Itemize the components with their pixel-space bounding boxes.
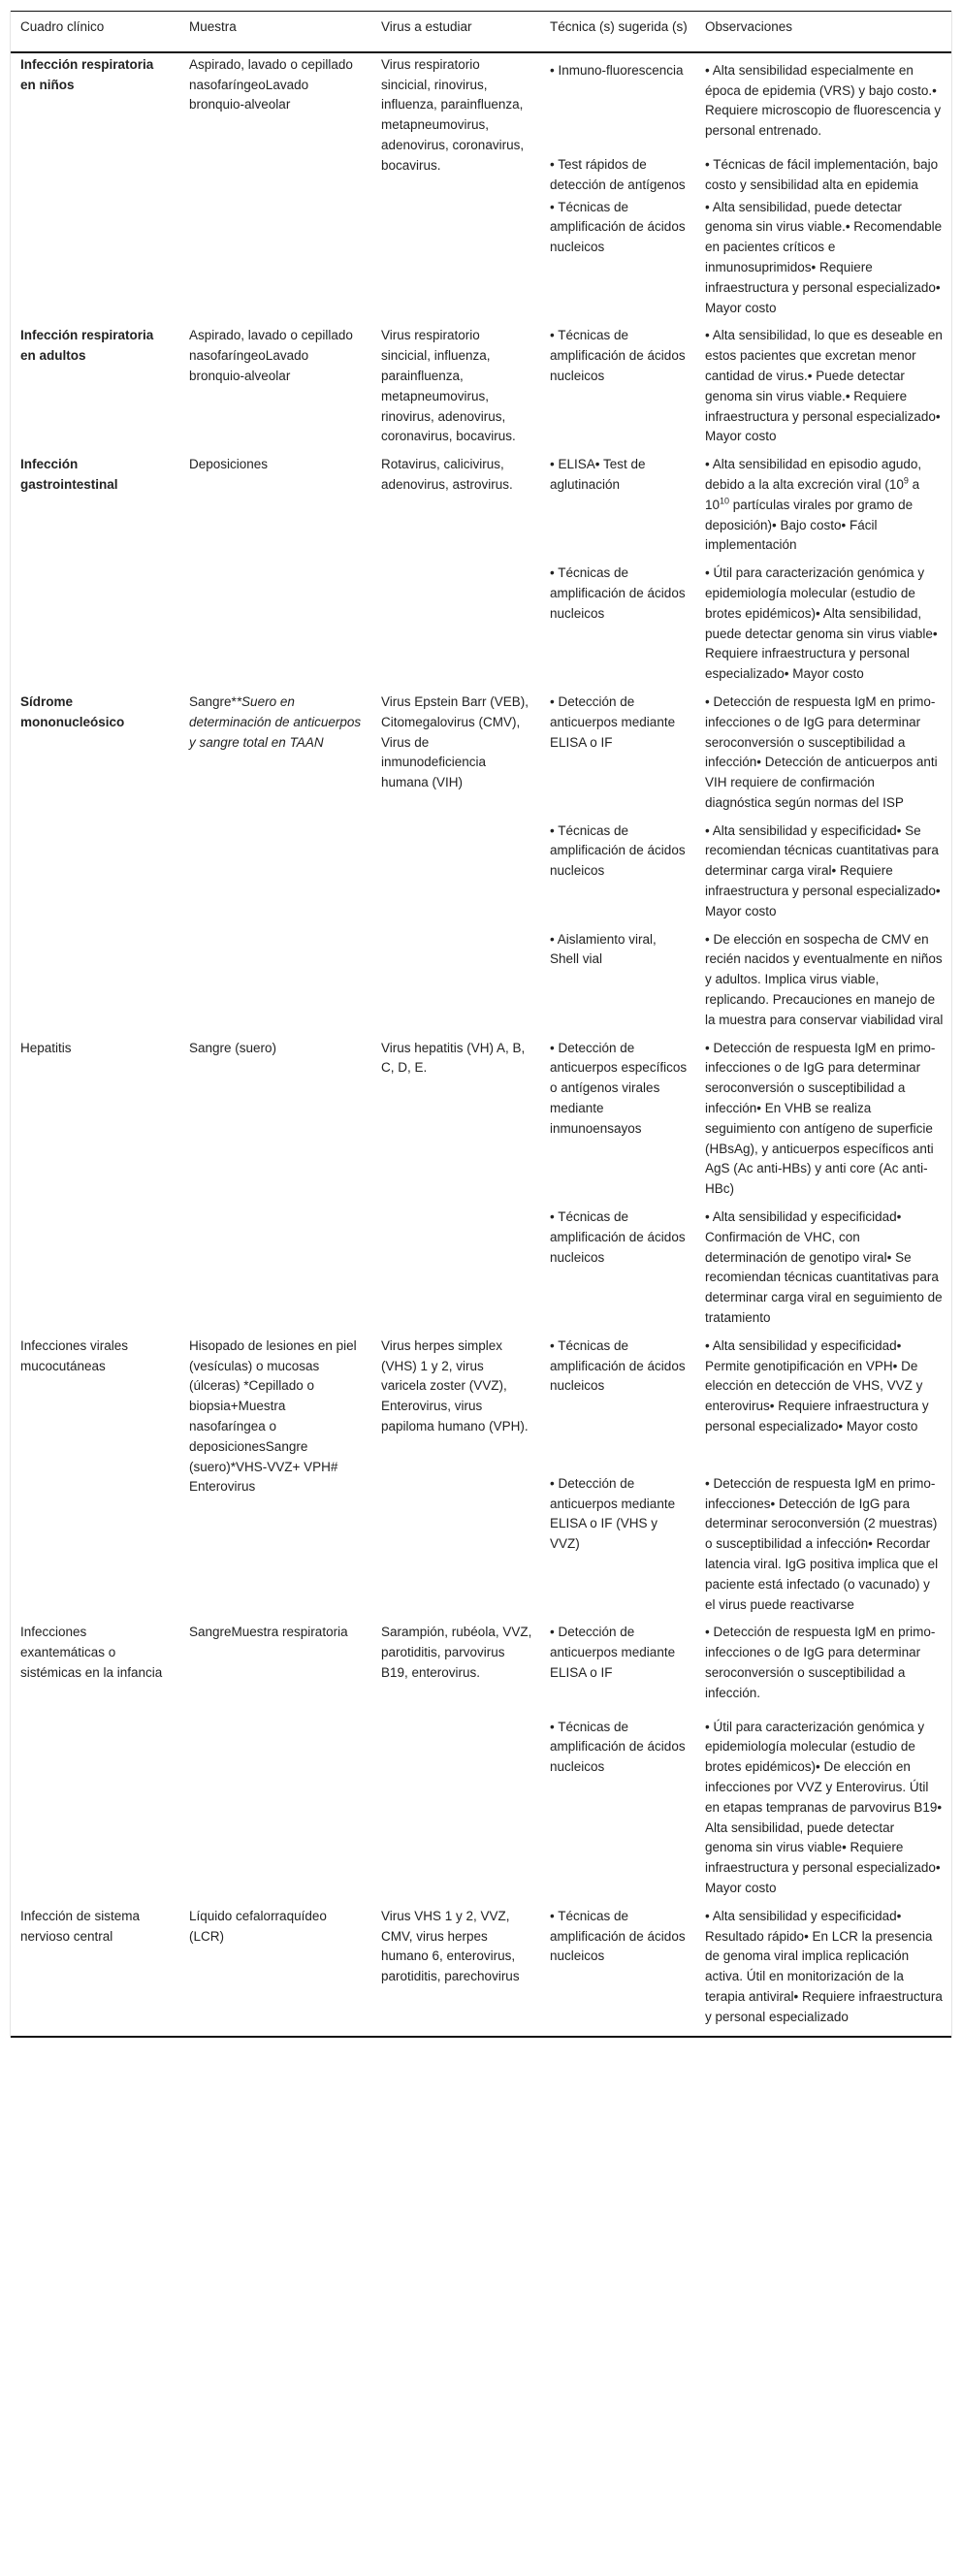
exponent: 9 <box>903 475 909 486</box>
observation-cell: • Alta sensibilidad, lo que es deseable en estos pacientes que excretan menor cantidad de virus.• Puede detectar genoma sin virus viable.• Requiere infraestructura y personal especializado• Mayor costo <box>705 328 943 444</box>
virus-cell: Sarampión, rubéola, VVZ, parotiditis, parvovirus B19, enterovirus. <box>381 1625 532 1680</box>
observation-cell: • Detección de respuesta IgM en primo-infecciones o de IgG para determinar seroconversión o susceptibilidad a infección• En VHB se realiza seguimiento con antígeno de superficie (HBsAg), y anticuerpos específicos anti AgS (Ac anti-HBs) y anti core (Ac anti-HBc) <box>705 1040 936 1197</box>
technique-cell: • Técnicas de amplificación de ácidos nucleicos <box>550 1719 686 1775</box>
table-row <box>11 1615 951 1703</box>
technique-cell: • Técnicas de amplificación de ácidos nucleicos <box>550 328 686 383</box>
technique-cell: • Aislamiento viral, Shell vial <box>550 931 657 967</box>
sample-cell: Líquido cefalorraquídeo (LCR) <box>189 1908 327 1944</box>
virus-cell: Virus hepatitis (VH) A, B, C, D, E. <box>381 1040 526 1076</box>
observation-cell: • Alta sensibilidad especialmente en época de epidemia (VRS) y bajo costo.• Requiere microscopio de fluorescencia y personal entrenado. <box>705 62 942 139</box>
condition-cell: Infección respiratoria en adultos <box>20 328 154 364</box>
table-row <box>11 685 951 814</box>
condition-cell: Infecciones exantemáticas o sistémicas en la infancia <box>20 1625 163 1680</box>
sample-footnote: *Suero en determinación de anticuerpos y sangre total en TAAN <box>189 693 362 750</box>
observation-cell: • Útil para caracterización genómica y epidemiología molecular (estudio de brotes epidémicos)• Alta sensibilidad, puede detectar genoma sin virus viable• Requiere infraestructura y personal especializado• Mayor costo <box>705 565 938 682</box>
table-row <box>11 318 951 447</box>
technique-cell: • Inmuno-fluorescencia <box>550 62 684 78</box>
condition-cell: Infección respiratoria en niños <box>20 56 154 92</box>
technique-cell: • Test rápidos de detección de antígenos <box>550 156 686 192</box>
sample-cell: SangreMuestra respiratoria <box>189 1625 348 1640</box>
virus-cell: Virus VHS 1 y 2, VVZ, CMV, virus herpes humano 6, enterovirus, parotiditis, parechovirus <box>381 1908 520 1984</box>
technique-cell: • Técnicas de amplificación de ácidos nucleicos <box>550 565 686 621</box>
observation-text: partículas virales por gramo de deposición)• Bajo costo• Fácil implementación <box>705 497 914 553</box>
observation-cell: • Técnicas de fácil implementación, bajo costo y sensibilidad alta en epidemia <box>705 156 939 192</box>
technique-cell: • Detección de anticuerpos mediante ELISA o IF <box>550 1625 676 1680</box>
virus-cell: Virus herpes simplex (VHS) 1 y 2, virus varicela zoster (VVZ), Enterovirus, virus papiloma humano (VPH). <box>381 1337 529 1433</box>
sample-cell: Hisopado de lesiones en piel (vesículas) o mucosas (úlceras) *Cepillado o biopsia+Muestra nasofaríngea o deposicionesSangre (suero)*VHS-VVZ+ VPH# Enterovirus <box>189 1337 357 1495</box>
header-tecnica: Técnica (s) sugerida (s) <box>550 19 688 34</box>
technique-cell: • Técnicas de amplificación de ácidos nucleicos <box>550 1209 686 1265</box>
technique-cell: • Técnicas de amplificación de ácidos nucleicos <box>550 1908 686 1964</box>
sample-cell: Aspirado, lavado o cepillado nasofaríngeoLavado bronquio-alveolar <box>189 328 353 383</box>
sample-cell: Aspirado, lavado o cepillado nasofaríngeoLavado bronquio-alveolar <box>189 56 353 113</box>
observation-cell: • Detección de respuesta IgM en primo-infecciones• Detección de IgG para determinar seroconversión (2 muestras) o susceptibilidad a infección• Recordar latencia viral. IgG positiva implica que el paciente está infectado (o vacunado) y el virus puede reactivarse <box>705 1475 939 1612</box>
observation-cell <box>695 447 951 556</box>
sample-text: Sangre* <box>189 693 237 709</box>
observation-cell: • Útil para caracterización genómica y epidemiología molecular (estudio de brotes epidémicos)• De elección en infecciones por VVZ y Enterovirus. Útil en etapas tempranas de parvovirus B19• Alta sensibilidad, puede detectar genoma sin virus viable• Requiere infraestructura y personal especializado• Mayor costo <box>705 1719 943 1895</box>
condition-cell: Infección de sistema nervioso central <box>20 1908 141 1944</box>
virus-cell: Virus respiratorio sincicial, influenza, parainfluenza, metapneumovirus, rinovirus, adenovirus, coronavirus, bocavirus. <box>381 328 516 444</box>
virus-cell: Rotavirus, calicivirus, adenovirus, astrovirus. <box>381 457 513 492</box>
condition-cell: Infecciones virales mucocutáneas <box>20 1337 129 1373</box>
observation-cell: • Alta sensibilidad y especificidad• Resultado rápido• En LCR la presencia de genoma viral implica replicación activa. Útil en monitorización de la terapia antiviral• Requiere infraestructura y personal especializado <box>705 1908 943 2024</box>
condition-cell: Sídrome mononucleósico <box>20 693 125 729</box>
technique-cell: • Técnicas de amplificación de ácidos nucleicos <box>550 1337 686 1394</box>
table-row <box>11 1329 951 1466</box>
observation-cell: • Alta sensibilidad y especificidad• Se recomiendan técnicas cuantitativas para determinar carga viral• Requiere infraestructura y personal especializado• Mayor costo <box>705 822 941 918</box>
technique-cell: • Detección de anticuerpos mediante ELISA o IF <box>550 693 676 750</box>
observation-cell: • Detección de respuesta IgM en primo-infecciones o de IgG para determinar seroconversión o susceptibilidad a infección. <box>705 1625 936 1700</box>
technique-cell: • Técnicas de amplificación de ácidos nucleicos <box>550 822 686 879</box>
table-header-row <box>11 12 951 52</box>
observation-cell: • Detección de respuesta IgM en primo-infecciones o de IgG para determinar seroconversión o susceptibilidad a infección• Detección de anticuerpos anti VIH requiere de confirmación diagnóstica según normas del ISP <box>705 693 938 810</box>
table-row <box>11 1031 951 1200</box>
technique-cell: • Detección de anticuerpos específicos o antígenos virales mediante inmunoensayos <box>550 1040 688 1136</box>
sample-cell: Deposiciones <box>189 457 269 472</box>
virology-table-container <box>10 11 952 2038</box>
header-virus: Virus a estudiar <box>381 19 472 34</box>
header-cuadro-clinico: Cuadro clínico <box>20 19 105 34</box>
observation-cell: • Alta sensibilidad, puede detectar genoma sin virus viable.• Recomendable en pacientes críticos e inmunosuprimidos• Requiere infraestructura y personal especializado• Mayor costo <box>705 199 943 315</box>
sample-cell: Sangre (suero) <box>189 1040 277 1055</box>
observation-cell: • Alta sensibilidad y especificidad• Permite genotipificación en VPH• De elección en detección de VHS, VVZ y enterovirus• Requiere infraestructura y personal especializado• Mayor costo <box>705 1337 929 1433</box>
sample-cell <box>179 685 371 1031</box>
virus-cell: Virus Epstein Barr (VEB), Citomegalovirus (CMV), Virus de inmunodeficiencia humana (VIH) <box>381 693 529 790</box>
table-row <box>11 447 951 556</box>
header-muestra: Muestra <box>189 19 237 34</box>
technique-cell: • Detección de anticuerpos mediante ELISA o IF (VHS y VVZ) <box>550 1475 676 1552</box>
virology-diagnostics-table <box>11 11 951 2038</box>
virus-cell: Virus respiratorio sincicial, rinovirus, influenza, parainfluenza, metapneumovirus, adenovirus, coronavirus, bocavirus. <box>381 56 525 173</box>
condition-cell: Hepatitis <box>20 1040 72 1055</box>
technique-cell: • Técnicas de amplificación de ácidos nucleicos <box>550 199 686 255</box>
header-observaciones: Observaciones <box>705 19 793 34</box>
observation-text: • Alta sensibilidad en episodio agudo, debido a la alta excreción viral (10 <box>705 457 922 492</box>
condition-cell: Infección gastrointestinal <box>20 457 118 492</box>
technique-cell: • ELISA• Test de aglutinación <box>550 457 646 492</box>
observation-cell: • De elección en sospecha de CMV en recién nacidos y eventualmente en niños y adultos. Implica virus viable, replicando. Precauciones en manejo de la muestra para conservar viabilidad viral <box>705 931 944 1027</box>
observation-cell: • Alta sensibilidad y especificidad• Confirmación de VHC, con determinación de genotipo viral• Se recomiendan técnicas cuantitativas para determinar carga viral en seguimiento de tratamiento <box>705 1209 943 1326</box>
table-row <box>11 52 951 142</box>
observation-text: a 10 <box>705 476 920 512</box>
exponent: 10 <box>720 496 730 506</box>
table-row <box>11 1899 951 2037</box>
